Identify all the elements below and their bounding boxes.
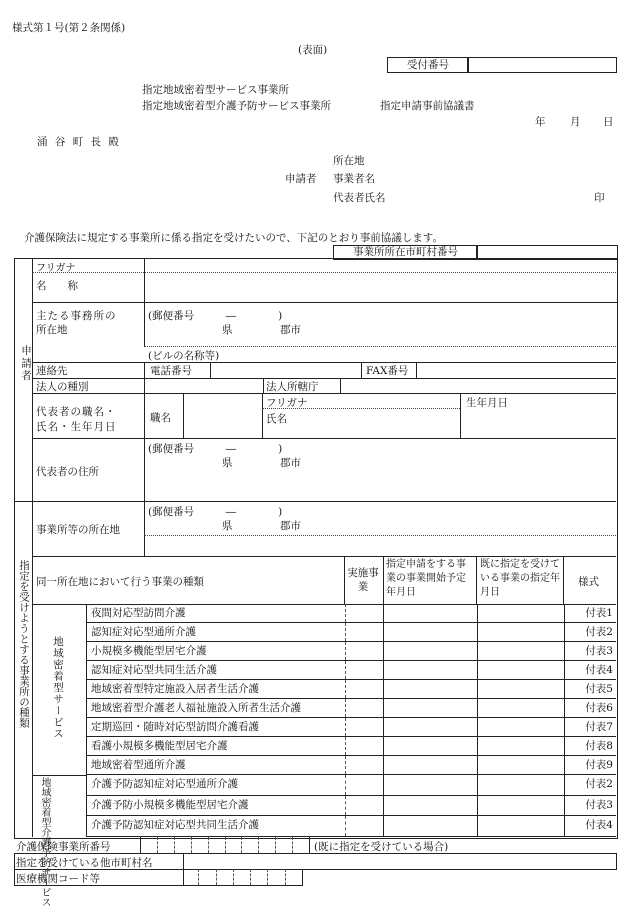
service-designated-date-cell[interactable]: [478, 737, 565, 755]
corp-type-label: 法人の種別: [36, 381, 89, 393]
svc-header-already: 既に指定を受けている事業の指定年月日: [480, 559, 560, 598]
svc-header-impl: 実施事業: [347, 567, 379, 593]
postal-label-1: (郵便番号 ― ): [148, 310, 283, 322]
service-form-label: 付表2: [585, 778, 613, 790]
rep-info-label-2: 氏名・生年月日: [36, 421, 117, 433]
rep-address-label: 代表者の住所: [36, 466, 99, 478]
phone-field[interactable]: [210, 362, 362, 378]
service-row: [86, 661, 616, 680]
doc-type-2: 指定地域密着型介護予防サービス事業所: [142, 100, 331, 112]
service-row: [86, 718, 616, 737]
service-form-label: 付表4: [585, 819, 613, 832]
service-start-date-cell[interactable]: [384, 604, 478, 622]
service-row: [86, 680, 616, 699]
service-name: 介護予防認知症対応型共同生活介護: [91, 819, 259, 832]
building-label: (ビルの名称等): [148, 350, 220, 362]
service-row: [86, 642, 616, 661]
service-designated-date-cell[interactable]: [478, 642, 565, 660]
service-designated-date-cell[interactable]: [478, 699, 565, 717]
facility-address-label: 事業所等の所在地: [36, 524, 120, 536]
pref-label-1: 県: [222, 324, 233, 336]
service-start-date-cell[interactable]: [384, 642, 478, 660]
service-row: [86, 604, 616, 623]
other-muni-label: 指定を受けている他市町村名: [16, 857, 153, 869]
service-designated-date-cell[interactable]: [478, 661, 565, 679]
service-designated-date-cell[interactable]: [478, 796, 565, 816]
service-designated-date-cell[interactable]: [478, 756, 565, 774]
pref-label-2: 県: [222, 457, 233, 469]
service-name: 看護小規模多機能型居宅介護: [91, 740, 228, 752]
service-start-date-cell[interactable]: [384, 680, 478, 698]
insurance-note: (既に指定を受けている場合): [314, 841, 449, 853]
service-name: 地域密着型通所介護: [91, 759, 186, 771]
service-name: 小規模多機能型居宅介護: [91, 645, 207, 657]
service-impl-cell[interactable]: [345, 796, 384, 816]
service-form-label: 付表8: [585, 740, 613, 752]
medical-code-label: 医療機関コード等: [16, 873, 100, 885]
side-label: (表面): [298, 44, 328, 56]
service-impl-cell[interactable]: [345, 680, 384, 698]
service-row: [86, 816, 616, 837]
service-start-date-cell[interactable]: [384, 718, 478, 736]
job-title-field[interactable]: [183, 393, 263, 438]
doc-type-1: 指定地域密着型サービス事業所: [142, 84, 289, 96]
city-label-1: 郡市: [280, 324, 301, 336]
service-form-label: 付表2: [585, 626, 613, 638]
service-start-date-cell[interactable]: [384, 623, 478, 641]
fax-field[interactable]: [416, 362, 617, 378]
applicant-address-label: 所在地: [333, 155, 365, 167]
job-title-label: 職名: [150, 412, 171, 424]
rep-name-label: 氏名: [266, 413, 287, 425]
service-name: 夜間対応型訪問介護: [91, 607, 186, 619]
service-start-date-cell[interactable]: [384, 699, 478, 717]
service-name: 介護予防認知症対応型通所介護: [91, 778, 238, 790]
service-row: [86, 775, 616, 796]
service-name: 介護予防小規模多機能型居宅介護: [91, 798, 249, 811]
date-day: 日: [603, 116, 614, 128]
seal-mark: 印: [594, 192, 605, 204]
receipt-label: 受付番号: [387, 57, 469, 73]
furigana-label: フリガナ: [36, 263, 76, 274]
name-label: 名 称: [36, 280, 78, 292]
service-impl-cell[interactable]: [345, 816, 384, 836]
service-form-label: 付表3: [585, 645, 613, 657]
pref-label-3: 県: [222, 520, 233, 532]
service-start-date-cell[interactable]: [384, 775, 478, 795]
corp-type-field[interactable]: [144, 378, 264, 393]
service-start-date-cell[interactable]: [384, 816, 478, 836]
service-impl-cell[interactable]: [345, 604, 384, 622]
service-start-date-cell[interactable]: [384, 737, 478, 755]
svc-header-style: 様式: [578, 576, 599, 588]
birthdate-label: 生年月日: [466, 397, 508, 409]
other-muni-field[interactable]: [182, 853, 617, 870]
city-label-2: 郡市: [280, 457, 301, 469]
service-impl-cell[interactable]: [345, 775, 384, 795]
service-designated-date-cell[interactable]: [478, 604, 565, 622]
postal-label-3: (郵便番号 ― ): [148, 506, 283, 518]
service-impl-cell[interactable]: [345, 737, 384, 755]
date-year: 年: [535, 116, 546, 128]
service-form-label: 付表6: [585, 702, 613, 714]
muni-code-label: 事業所所在市町村番号: [333, 245, 478, 260]
service-form-label: 付表5: [585, 683, 613, 695]
applicant-rep-label: 代表者氏名: [333, 192, 386, 204]
insurance-no-field[interactable]: [140, 837, 310, 853]
group-prevent-label: 地域密着型介護予防サービス: [39, 777, 50, 907]
service-designated-date-cell[interactable]: [478, 816, 565, 836]
service-form-label: 付表3: [585, 798, 613, 811]
services-local-list: [86, 604, 616, 775]
service-start-date-cell[interactable]: [384, 796, 478, 816]
service-designated-date-cell[interactable]: [478, 680, 565, 698]
corp-authority-field[interactable]: [340, 378, 617, 393]
rep-info-label-1: 代表者の職名・: [36, 406, 117, 418]
service-name: 地域密着型特定施設入居者生活介護: [91, 683, 259, 695]
service-start-date-cell[interactable]: [384, 661, 478, 679]
addressee: 涌 谷 町 長 殿: [37, 136, 121, 148]
service-impl-cell[interactable]: [345, 642, 384, 660]
furigana-field[interactable]: [144, 258, 617, 272]
service-impl-cell[interactable]: [345, 623, 384, 641]
service-row: [86, 796, 616, 817]
service-name: 地域密着型介護老人福祉施設入所者生活介護: [91, 702, 301, 714]
service-row: [86, 756, 616, 775]
receipt-number-field[interactable]: [467, 57, 617, 73]
insurance-no-label: 介護保険事業所番号: [16, 841, 111, 853]
sec-designation-label: 指定を受けようとする事業所の種類: [18, 560, 30, 728]
service-impl-cell[interactable]: [345, 699, 384, 717]
service-form-label: 付表9: [585, 759, 613, 771]
service-name: 認知症対応型共同生活介護: [91, 664, 217, 676]
city-label-3: 郡市: [280, 520, 301, 532]
intro-text: 介護保険法に規定する事業所に係る指定を受けたいので、下記のとおり事前協議します。: [24, 232, 443, 244]
group-local-label: 地域密着型サービス: [52, 636, 64, 740]
service-impl-cell[interactable]: [345, 718, 384, 736]
postal-label-2: (郵便番号 ― ): [148, 443, 283, 455]
service-form-label: 付表4: [585, 664, 613, 676]
applicant-name-label: 事業者名: [333, 173, 375, 185]
name-field[interactable]: [144, 272, 617, 303]
service-impl-cell[interactable]: [345, 661, 384, 679]
service-designated-date-cell[interactable]: [478, 718, 565, 736]
service-designated-date-cell[interactable]: [478, 623, 565, 641]
service-form-label: 付表1: [585, 607, 613, 619]
service-row: [86, 623, 616, 642]
medical-code-field[interactable]: [182, 869, 303, 886]
service-row: [86, 699, 616, 718]
date-month: 月: [570, 116, 581, 128]
svc-header-start: 指定申請をする事業の事業開始予定年月日: [386, 559, 466, 598]
service-name: 認知症対応型通所介護: [91, 626, 196, 638]
main-office-label-2: 所在地: [36, 324, 68, 336]
sec-applicant-label: 申請者: [20, 345, 32, 383]
corp-authority-label: 法人所轄庁: [266, 381, 319, 393]
service-impl-cell[interactable]: [345, 756, 384, 774]
services-prevent-list: [86, 775, 616, 837]
svc-header-type: 同一所在地において行う事業の種類: [36, 576, 204, 588]
service-name: 定期巡回・随時対応型訪問介護看護: [91, 721, 259, 733]
service-start-date-cell[interactable]: [384, 756, 478, 774]
service-row: [86, 737, 616, 756]
rep-furigana-label: フリガナ: [266, 397, 308, 409]
phone-label: 電話番号: [150, 365, 192, 377]
doc-title: 指定申請事前協議書: [380, 100, 475, 112]
service-designated-date-cell[interactable]: [478, 775, 565, 795]
main-office-label-1: 主たる事務所の: [36, 310, 117, 322]
form-label: 様式第１号(第２条関係): [12, 22, 126, 34]
applicant-label: 申請者: [285, 173, 317, 185]
service-form-label: 付表7: [585, 721, 613, 733]
contact-label: 連絡先: [36, 365, 68, 377]
fax-label: FAX番号: [366, 365, 409, 377]
